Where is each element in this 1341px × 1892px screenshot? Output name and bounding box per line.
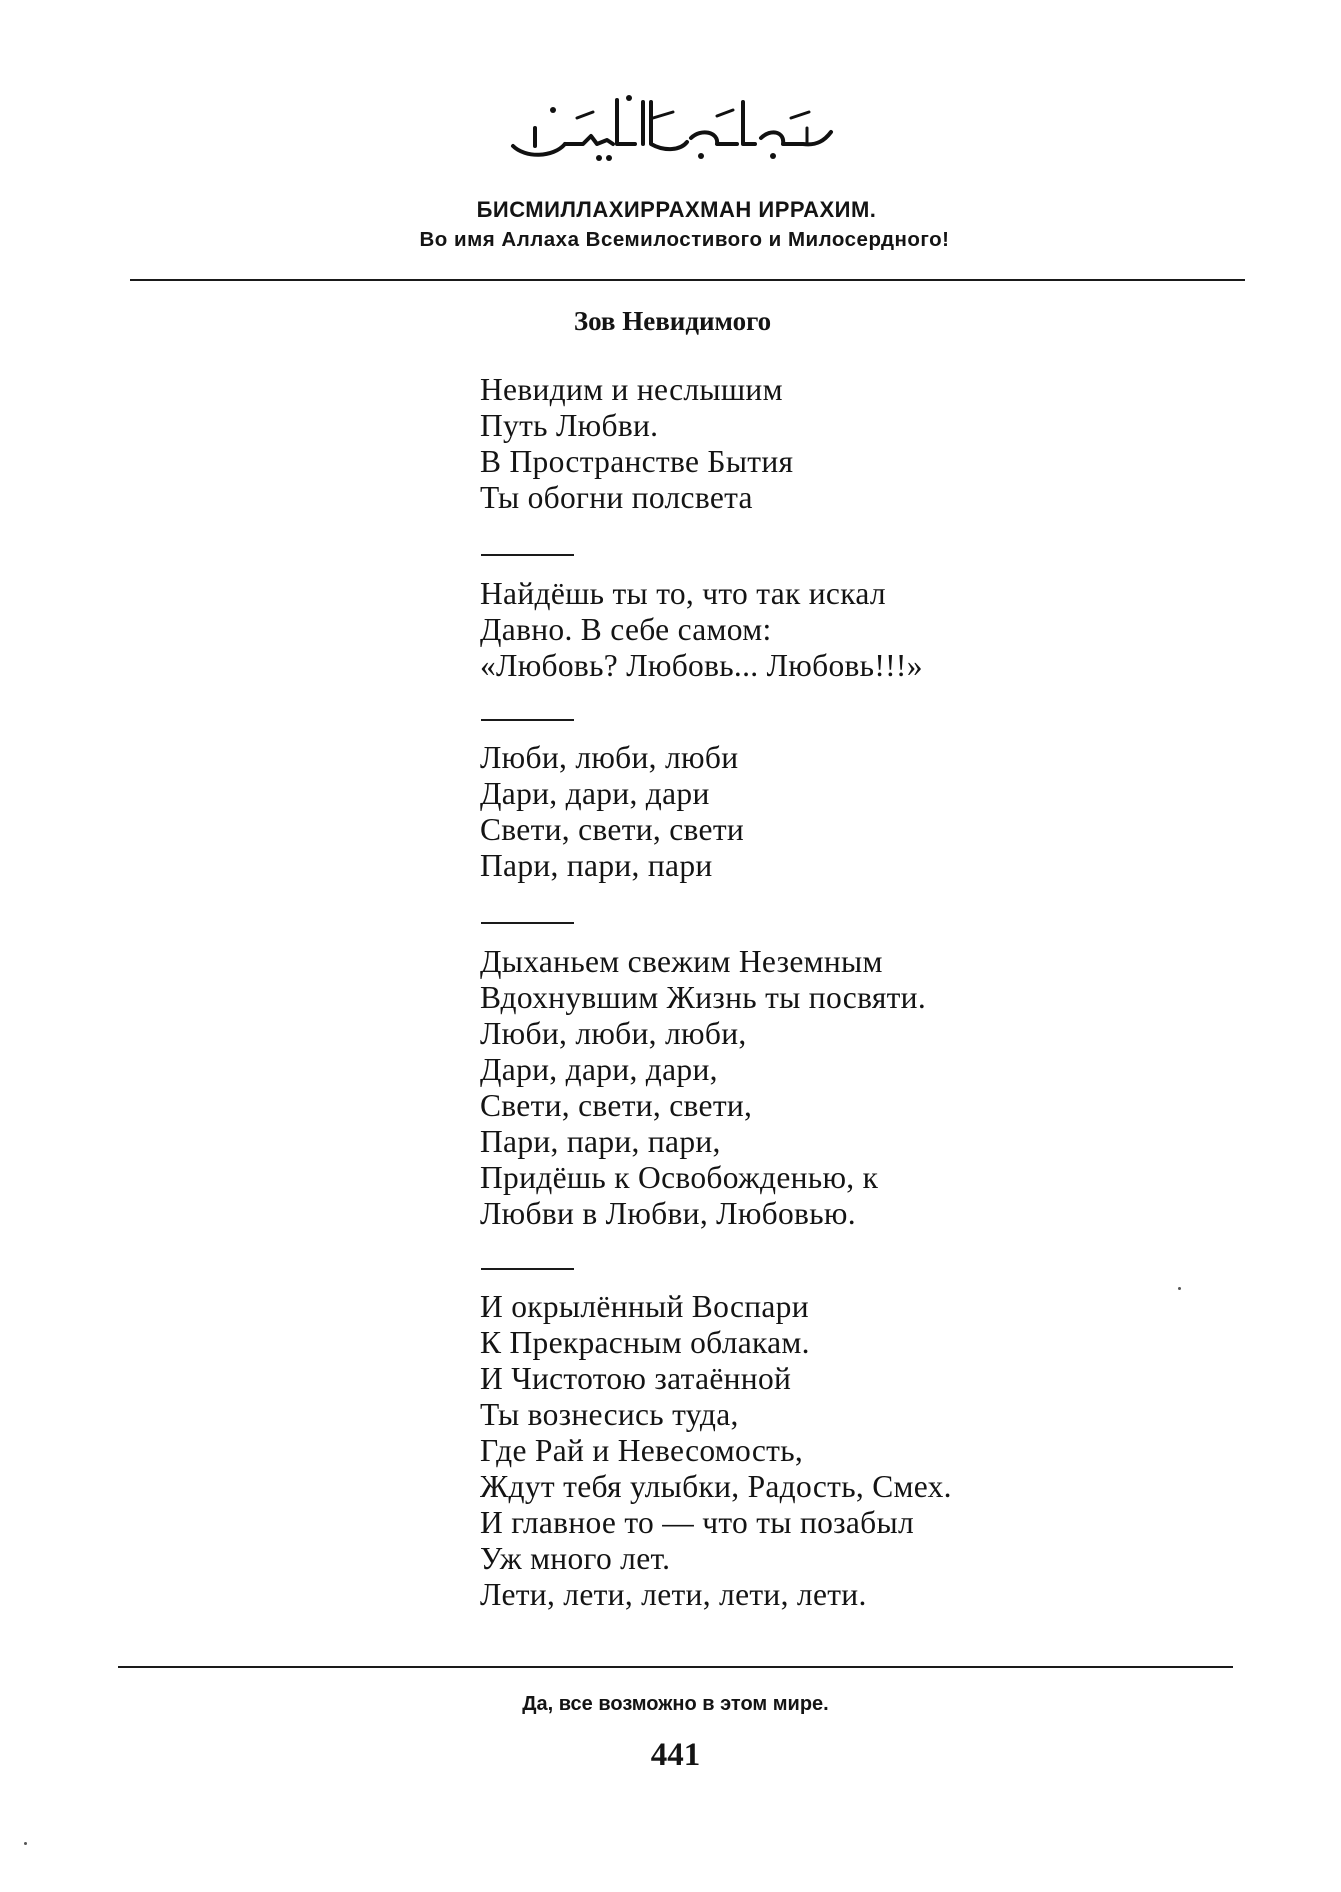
poem-line: Вдохнувшим Жизнь ты посвяти. <box>480 980 927 1015</box>
stanza-3 <box>480 740 744 884</box>
poem-line: Невидим и неслышим <box>480 372 783 407</box>
poem-line: Любви в Любви, Любовью. <box>480 1196 856 1231</box>
poem-line: Найдёшь ты то, что так искал <box>480 576 886 611</box>
poem-line: Свети, свети, свети, <box>480 1088 753 1123</box>
footer-tagline: Да, все возможно в этом мире. <box>522 1693 829 1715</box>
poem-line: Ты вознесись туда, <box>480 1397 739 1432</box>
stanza-2 <box>480 576 923 684</box>
poem-line: Ждут тебя улыбки, Радость, Смех. <box>480 1469 952 1504</box>
poem-line: Где Рай и Невесомость, <box>480 1433 804 1468</box>
bismillah-translation: Во имя Аллаха Всемилостивого и Милосердного! <box>419 228 950 251</box>
poem-line: Давно. В себе самом: <box>480 612 772 647</box>
poem-line: Пари, пари, пари <box>480 848 713 883</box>
stanza-5 <box>480 1289 952 1613</box>
scan-speck <box>24 1842 27 1845</box>
header-divider <box>130 279 1245 281</box>
poem-line: Пари, пари, пари, <box>480 1124 721 1159</box>
poem-line: Придёшь к Освобожденью, к <box>480 1160 879 1195</box>
footer-divider <box>118 1666 1233 1668</box>
poem-line: И окрылённый Воспари <box>480 1289 809 1324</box>
page-number: 441 <box>650 1737 701 1773</box>
stanza-1 <box>480 372 793 516</box>
bismillah-transliteration: БИСМИЛЛАХИРРАХМАН ИРРАХИМ. <box>476 197 877 222</box>
poem-line: Дари, дари, дари <box>480 776 710 811</box>
poem-title: Зов Невидимого <box>573 306 772 336</box>
poem-line: «Любовь? Любовь... Любовь!!!» <box>480 648 923 683</box>
poem-line: К Прекрасным облакам. <box>480 1325 810 1360</box>
poem-line: Уж много лет. <box>480 1541 671 1576</box>
poem-line: И Чистотою затаённой <box>480 1361 792 1396</box>
stanza-separator <box>481 1268 574 1270</box>
poem-line: Дыханьем свежим Неземным <box>480 944 883 979</box>
stanza-4 <box>480 944 926 1232</box>
poem-line: В Пространстве Бытия <box>480 444 794 479</box>
bismillah-calligraphy <box>505 88 845 166</box>
poem-line: И главное то — что ты позабыл <box>480 1505 914 1540</box>
stanza-separator <box>481 922 574 924</box>
poem-line: Люби, люби, люби <box>480 740 739 775</box>
poem-line: Дари, дари, дари, <box>480 1052 718 1087</box>
poem-line: Люби, люби, люби, <box>480 1016 747 1051</box>
stanza-separator <box>481 554 574 556</box>
poem-line: Свети, свети, свети <box>480 812 745 847</box>
stanza-separator <box>481 719 574 721</box>
scan-speck <box>1178 1287 1181 1290</box>
poem-line: Путь Любви. <box>480 408 659 443</box>
poem-line: Ты обогни полсвета <box>480 480 753 515</box>
poem-line: Лети, лети, лети, лети, лети. <box>480 1577 867 1612</box>
